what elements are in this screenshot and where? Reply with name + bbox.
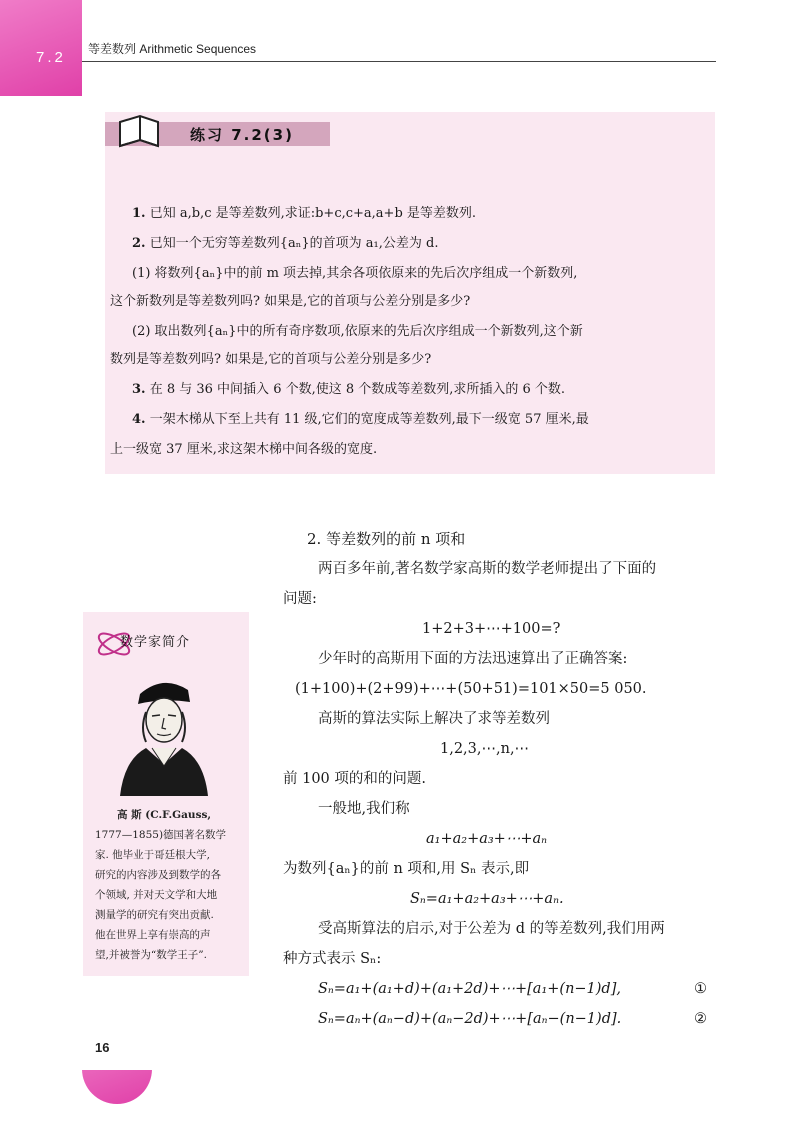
equation-4: a₁+a₂+a₃+⋯+aₙ: [426, 831, 547, 847]
paragraph-6: 为数列{aₙ}的前 n 项和,用 Sₙ 表示,即: [283, 861, 530, 877]
biography-line-4: 研究的内容涉及到数学的各: [95, 869, 221, 881]
exercise-title: 练习 7.2(3): [190, 126, 294, 144]
section-tab: [0, 0, 82, 96]
biography-title: 数学家简介: [120, 635, 191, 650]
equation-7-tag: ②: [694, 1011, 707, 1027]
equation-7: Sₙ=aₙ+(aₙ−d)+(aₙ−2d)+⋯+[aₙ−(n−1)d].: [318, 1011, 622, 1027]
paragraph-5: 一般地,我们称: [318, 801, 410, 817]
paragraph-1-line-1: 两百多年前,著名数学家高斯的数学老师提出了下面的: [318, 561, 657, 577]
exercise-item-4-line2: 上一级宽 37 厘米,求这架木梯中间各级的宽度.: [110, 442, 378, 457]
exercise-item-2-2-line1: (2) 取出数列{aₙ}中的所有奇序数项,依原来的先后次序组成一个新数列,这个新: [132, 324, 583, 339]
book-icon: [116, 110, 162, 150]
exercise-item-3: 3. 在 8 与 36 中间插入 6 个数,使这 8 个数成等差数列,求所插入的 6 个数.: [132, 382, 566, 397]
page-number: 16: [95, 1040, 110, 1055]
gauss-portrait: [110, 668, 216, 796]
exercise-item-2: 2. 已知一个无穷等差数列{aₙ}的首项为 a₁,公差为 d.: [132, 236, 439, 251]
section-title: 等差数列 Arithmetic Sequences: [88, 42, 257, 56]
exercise-item-1: 1. 已知 a,b,c 是等差数列,求证:b+c,c+a,a+b 是等差数列.: [132, 206, 477, 221]
header-rule: [82, 61, 716, 62]
biography-line-5: 个领域, 并对天文学和大地: [95, 889, 218, 901]
section-heading: 2. 等差数列的前 n 项和: [307, 530, 466, 548]
exercise-item-2-2-line2: 数列是等差数列吗? 如果是,它的首项与公差分别是多少?: [110, 352, 432, 367]
equation-6: Sₙ=a₁+(a₁+d)+(a₁+2d)+⋯+[a₁+(n−1)d],: [318, 981, 621, 997]
section-number: 7.2: [36, 49, 66, 66]
paragraph-1-line-2: 问题:: [283, 591, 317, 607]
paragraph-7-line-2: 种方式表示 Sₙ:: [283, 951, 382, 967]
biography-line-8: 望,并被誉为“数学王子”.: [95, 949, 207, 961]
biography-line-3: 家. 他毕业于哥廷根大学,: [95, 849, 211, 861]
biography-line-1: 高 斯 (C.F.Gauss,: [117, 809, 212, 821]
biography-line-7: 他在世界上享有崇高的声: [95, 929, 211, 941]
equation-3: 1,2,3,⋯,n,⋯: [440, 741, 530, 757]
paragraph-4: 前 100 项的和的问题.: [283, 771, 427, 787]
exercise-item-4-line1: 4. 一架木梯从下至上共有 11 级,它们的宽度成等差数列,最下一级宽 57 厘米,最: [132, 412, 589, 427]
biography-line-2: 1777—1855)德国著名数学: [95, 829, 227, 841]
exercise-item-2-1-line1: (1) 将数列{aₙ}中的前 m 项去掉,其余各项依原来的先后次序组成一个新数列,: [132, 266, 578, 281]
biography-line-6: 测量学的研究有突出贡献.: [95, 909, 214, 921]
equation-6-tag: ①: [694, 981, 707, 997]
paragraph-2: 少年时的高斯用下面的方法迅速算出了正确答案:: [318, 651, 628, 667]
equation-1: 1+2+3+⋯+100=?: [422, 621, 561, 637]
page-number-badge-mask: [82, 1034, 152, 1070]
paragraph-7-line-1: 受高斯算法的启示,对于公差为 d 的等差数列,我们用两: [318, 921, 665, 937]
paragraph-3: 高斯的算法实际上解决了求等差数列: [318, 711, 550, 727]
equation-2: (1+100)+(2+99)+⋯+(50+51)=101×50=5 050.: [295, 681, 647, 697]
equation-5: Sₙ=a₁+a₂+a₃+⋯+aₙ.: [410, 891, 564, 907]
exercise-item-2-1-line2: 这个新数列是等差数列吗? 如果是,它的首项与公差分别是多少?: [110, 294, 471, 309]
